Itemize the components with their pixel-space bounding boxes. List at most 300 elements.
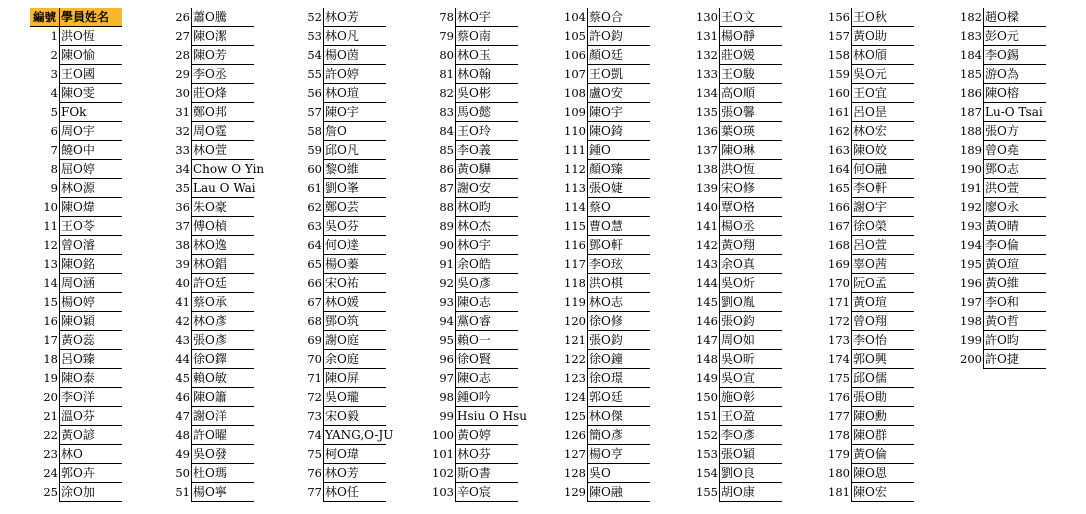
student-name: 林O宏 <box>852 122 914 141</box>
roster-row <box>30 160 162 179</box>
roster-row <box>558 445 690 464</box>
student-number: 14 <box>30 274 60 293</box>
roster-row <box>162 426 294 445</box>
student-number: 110 <box>558 122 588 141</box>
student-number: 142 <box>690 236 720 255</box>
student-name: 杜O瑪 <box>192 464 254 483</box>
roster-column <box>294 8 426 502</box>
student-name: 陳O泰 <box>60 369 122 388</box>
roster-row <box>690 236 822 255</box>
student-name: YANG,O-JU <box>324 426 386 445</box>
roster-row <box>558 407 690 426</box>
student-number: 63 <box>294 217 324 236</box>
student-number: 144 <box>690 274 720 293</box>
student-number: 16 <box>30 312 60 331</box>
roster-row <box>294 483 426 502</box>
student-number: 38 <box>162 236 192 255</box>
roster-row <box>558 27 690 46</box>
roster-row <box>558 236 690 255</box>
student-name: 林O逸 <box>192 236 254 255</box>
student-name: 吳O彥 <box>456 274 518 293</box>
student-number: 137 <box>690 141 720 160</box>
student-number: 198 <box>954 312 984 331</box>
student-number: 179 <box>822 445 852 464</box>
student-name: 鍾O <box>588 141 650 160</box>
roster-row <box>690 27 822 46</box>
student-number: 149 <box>690 369 720 388</box>
student-name: 林O宇 <box>456 236 518 255</box>
student-number: 33 <box>162 141 192 160</box>
roster-row <box>294 27 426 46</box>
student-number: 173 <box>822 331 852 350</box>
student-number: 11 <box>30 217 60 236</box>
student-name: 張O鈞 <box>720 312 782 331</box>
roster-row <box>822 331 954 350</box>
student-number: 54 <box>294 46 324 65</box>
roster-row <box>294 274 426 293</box>
student-number: 168 <box>822 236 852 255</box>
student-number: 2 <box>30 46 60 65</box>
student-name: 游O為 <box>984 65 1046 84</box>
student-number: 188 <box>954 122 984 141</box>
roster-row <box>162 179 294 198</box>
student-name: 陳O煒 <box>60 198 122 217</box>
student-name: 王O文 <box>720 8 782 27</box>
student-number: 191 <box>954 179 984 198</box>
student-number: 177 <box>822 407 852 426</box>
roster-row <box>558 255 690 274</box>
roster-row <box>426 179 558 198</box>
roster-row <box>30 217 162 236</box>
student-name: 邱O凡 <box>324 141 386 160</box>
student-name: 阮O孟 <box>852 274 914 293</box>
student-name: 黃O哲 <box>984 312 1046 331</box>
student-name: 王O秋 <box>852 8 914 27</box>
roster-row <box>558 388 690 407</box>
student-name: 李O丞 <box>192 65 254 84</box>
roster-row <box>558 141 690 160</box>
roster-column <box>690 8 822 502</box>
student-name: 呂O昰 <box>852 103 914 122</box>
student-name: 陳O榕 <box>984 84 1046 103</box>
student-number: 87 <box>426 179 456 198</box>
roster-row <box>162 160 294 179</box>
roster-row <box>426 426 558 445</box>
student-name: 陳O愉 <box>60 46 122 65</box>
roster-row <box>426 388 558 407</box>
student-name: 張O馨 <box>720 103 782 122</box>
roster-row <box>822 65 954 84</box>
student-number: 5 <box>30 103 60 122</box>
roster-row <box>822 407 954 426</box>
roster-row <box>822 312 954 331</box>
student-number: 47 <box>162 407 192 426</box>
student-number: 174 <box>822 350 852 369</box>
roster-row <box>690 103 822 122</box>
student-name: 趙O樑 <box>984 8 1046 27</box>
student-number: 156 <box>822 8 852 27</box>
student-name: 王O凱 <box>588 65 650 84</box>
roster-row <box>426 483 558 502</box>
student-name: 馬O懿 <box>456 103 518 122</box>
roster-row <box>30 274 162 293</box>
student-name: 顏O臻 <box>588 160 650 179</box>
roster-row <box>294 464 426 483</box>
student-number: 180 <box>822 464 852 483</box>
student-number: 128 <box>558 464 588 483</box>
roster-row <box>294 122 426 141</box>
student-number: 92 <box>426 274 456 293</box>
student-name: 張O彥 <box>192 331 254 350</box>
roster-row <box>822 217 954 236</box>
student-name: 林O杰 <box>456 217 518 236</box>
student-name: 陳O潔 <box>192 27 254 46</box>
roster-row <box>954 122 1086 141</box>
roster-row <box>30 426 162 445</box>
student-number: 119 <box>558 293 588 312</box>
student-number: 89 <box>426 217 456 236</box>
roster-row <box>30 331 162 350</box>
roster-row <box>162 407 294 426</box>
student-name: 吳O炘 <box>720 274 782 293</box>
roster-row <box>558 331 690 350</box>
student-name: 吳O宣 <box>720 369 782 388</box>
student-name: 李O義 <box>456 141 518 160</box>
student-number: 62 <box>294 198 324 217</box>
student-name: 辛O宸 <box>456 483 518 502</box>
student-number: 20 <box>30 388 60 407</box>
roster-row <box>954 350 1086 369</box>
roster-row <box>294 407 426 426</box>
student-number: 190 <box>954 160 984 179</box>
student-number: 53 <box>294 27 324 46</box>
roster-row <box>690 426 822 445</box>
student-number: 101 <box>426 445 456 464</box>
roster-row <box>822 122 954 141</box>
student-name: 覃O格 <box>720 198 782 217</box>
roster-row <box>690 445 822 464</box>
student-name: 林O芳 <box>324 464 386 483</box>
student-number: 157 <box>822 27 852 46</box>
student-name: 張O勛 <box>852 388 914 407</box>
student-name: 許O鈞 <box>588 27 650 46</box>
student-number: 72 <box>294 388 324 407</box>
student-number: 59 <box>294 141 324 160</box>
student-number: 165 <box>822 179 852 198</box>
roster-column <box>558 8 690 502</box>
student-name: 林O任 <box>324 483 386 502</box>
roster-row <box>30 103 162 122</box>
roster-row <box>822 445 954 464</box>
student-name: 吳O元 <box>852 65 914 84</box>
roster-row <box>30 122 162 141</box>
student-number: 21 <box>30 407 60 426</box>
student-number: 155 <box>690 483 720 502</box>
student-name: 林O彥 <box>192 312 254 331</box>
student-name: 施O彰 <box>720 388 782 407</box>
student-name: 蔡O承 <box>192 293 254 312</box>
student-number: 93 <box>426 293 456 312</box>
roster-row <box>162 8 294 27</box>
student-number: 88 <box>426 198 456 217</box>
roster-row <box>690 388 822 407</box>
student-name: 林O芬 <box>456 445 518 464</box>
roster-row <box>426 103 558 122</box>
student-number: 197 <box>954 293 984 312</box>
student-number: 170 <box>822 274 852 293</box>
roster-row <box>30 445 162 464</box>
student-number: 196 <box>954 274 984 293</box>
student-number: 121 <box>558 331 588 350</box>
student-name: 林O瑄 <box>324 84 386 103</box>
student-number: 81 <box>426 65 456 84</box>
roster-row <box>690 217 822 236</box>
student-number: 67 <box>294 293 324 312</box>
roster-row <box>690 483 822 502</box>
student-number: 18 <box>30 350 60 369</box>
roster-row <box>954 312 1086 331</box>
roster-column <box>162 8 294 502</box>
student-name: 蔡O <box>588 198 650 217</box>
roster-row <box>954 84 1086 103</box>
roster-row <box>162 122 294 141</box>
student-number: 192 <box>954 198 984 217</box>
roster-row <box>294 8 426 27</box>
roster-row <box>426 445 558 464</box>
student-number: 4 <box>30 84 60 103</box>
student-name: 楊O靜 <box>720 27 782 46</box>
roster-row <box>162 65 294 84</box>
roster-row <box>294 331 426 350</box>
student-name: 郭O卉 <box>60 464 122 483</box>
roster-row <box>30 141 162 160</box>
student-number: 36 <box>162 198 192 217</box>
student-number: 57 <box>294 103 324 122</box>
roster-row <box>558 369 690 388</box>
student-number: 145 <box>690 293 720 312</box>
roster-row <box>294 426 426 445</box>
student-number: 48 <box>162 426 192 445</box>
student-number: 146 <box>690 312 720 331</box>
roster-row <box>954 293 1086 312</box>
student-number: 24 <box>30 464 60 483</box>
student-name: 鄭O芸 <box>324 198 386 217</box>
roster-row <box>690 141 822 160</box>
student-name: 許O昀 <box>984 331 1046 350</box>
student-number: 117 <box>558 255 588 274</box>
student-name: 黃O諺 <box>60 426 122 445</box>
student-number: 124 <box>558 388 588 407</box>
student-number: 10 <box>30 198 60 217</box>
student-name: 楊O亨 <box>588 445 650 464</box>
roster-row <box>294 198 426 217</box>
roster-row <box>294 350 426 369</box>
student-name: 曾O堯 <box>984 141 1046 160</box>
roster-row <box>30 483 162 502</box>
student-name: 林O志 <box>588 293 650 312</box>
roster-row <box>954 198 1086 217</box>
roster-row <box>558 103 690 122</box>
student-name: 邱O儒 <box>852 369 914 388</box>
student-name: 陳O融 <box>588 483 650 502</box>
student-name: 洪O萱 <box>984 179 1046 198</box>
roster-row <box>426 8 558 27</box>
student-name: 陳O宇 <box>588 103 650 122</box>
roster-row <box>294 160 426 179</box>
student-name: 洪O恆 <box>720 160 782 179</box>
roster-column <box>426 8 558 502</box>
student-name: 黎O維 <box>324 160 386 179</box>
roster-row <box>162 483 294 502</box>
student-name: 蕭O騰 <box>192 8 254 27</box>
student-number: 25 <box>30 483 60 502</box>
roster-row <box>822 426 954 445</box>
roster-row <box>690 464 822 483</box>
student-number: 104 <box>558 8 588 27</box>
student-name: 徐O榮 <box>852 217 914 236</box>
roster-row <box>690 8 822 27</box>
student-name: 陳O琳 <box>720 141 782 160</box>
student-number: 154 <box>690 464 720 483</box>
roster-row <box>294 84 426 103</box>
roster-row <box>162 141 294 160</box>
roster-row <box>558 426 690 445</box>
student-name: 何O融 <box>852 160 914 179</box>
student-number: 61 <box>294 179 324 198</box>
roster-row <box>294 312 426 331</box>
student-number: 41 <box>162 293 192 312</box>
roster-row <box>294 255 426 274</box>
student-name: 傅O楨 <box>192 217 254 236</box>
student-name: 李O玹 <box>588 255 650 274</box>
student-number: 77 <box>294 483 324 502</box>
roster-row <box>822 464 954 483</box>
student-number: 22 <box>30 426 60 445</box>
student-number: 139 <box>690 179 720 198</box>
student-name: 徐O璟 <box>588 369 650 388</box>
student-number: 52 <box>294 8 324 27</box>
roster-row <box>162 27 294 46</box>
student-number: 150 <box>690 388 720 407</box>
roster-column <box>30 8 162 502</box>
student-name: 李O倫 <box>984 236 1046 255</box>
roster-row <box>30 350 162 369</box>
roster-row <box>822 84 954 103</box>
roster-row <box>822 483 954 502</box>
student-number: 102 <box>426 464 456 483</box>
student-number: 169 <box>822 255 852 274</box>
roster-row <box>162 84 294 103</box>
student-number: 162 <box>822 122 852 141</box>
student-name: 蔡O合 <box>588 8 650 27</box>
roster-row <box>558 483 690 502</box>
roster-row <box>426 198 558 217</box>
roster-row <box>162 369 294 388</box>
student-name: 陳O穎 <box>60 312 122 331</box>
roster-row <box>294 445 426 464</box>
student-name: 陳O銘 <box>60 255 122 274</box>
student-name: 李O軒 <box>852 179 914 198</box>
roster-row <box>690 46 822 65</box>
student-name: 李O和 <box>984 293 1046 312</box>
student-number: 66 <box>294 274 324 293</box>
student-name: 謝O宇 <box>852 198 914 217</box>
student-name: 李O洋 <box>60 388 122 407</box>
student-number: 74 <box>294 426 324 445</box>
student-name: 劉O峯 <box>324 179 386 198</box>
student-name: 莊O烽 <box>192 84 254 103</box>
student-name: 林O傑 <box>588 407 650 426</box>
student-name: 王O宜 <box>852 84 914 103</box>
roster-row <box>162 198 294 217</box>
student-number: 151 <box>690 407 720 426</box>
student-number: 99 <box>426 407 456 426</box>
student-number: 130 <box>690 8 720 27</box>
roster-row <box>954 141 1086 160</box>
student-name: 楊O婷 <box>60 293 122 312</box>
student-number: 136 <box>690 122 720 141</box>
roster-row <box>558 217 690 236</box>
student-number: 30 <box>162 84 192 103</box>
student-number: 193 <box>954 217 984 236</box>
roster-row <box>294 369 426 388</box>
student-name: 賴O敏 <box>192 369 254 388</box>
roster-row <box>690 407 822 426</box>
roster-row <box>690 331 822 350</box>
student-number: 181 <box>822 483 852 502</box>
student-name: 廖O永 <box>984 198 1046 217</box>
roster-row <box>162 388 294 407</box>
student-number: 186 <box>954 84 984 103</box>
roster-row <box>426 217 558 236</box>
student-number: 90 <box>426 236 456 255</box>
student-number: 152 <box>690 426 720 445</box>
student-number: 98 <box>426 388 456 407</box>
student-name: 林O源 <box>60 179 122 198</box>
student-name: 周O如 <box>720 331 782 350</box>
student-name: 陳O姣 <box>852 141 914 160</box>
roster-row <box>954 46 1086 65</box>
roster-row <box>558 179 690 198</box>
student-number: 125 <box>558 407 588 426</box>
student-number: 143 <box>690 255 720 274</box>
student-number: 147 <box>690 331 720 350</box>
student-number: 175 <box>822 369 852 388</box>
roster-row <box>162 255 294 274</box>
roster-row <box>162 46 294 65</box>
student-name: 莊O媛 <box>720 46 782 65</box>
student-number: 111 <box>558 141 588 160</box>
roster-row <box>426 84 558 103</box>
student-name: 黃O婷 <box>456 426 518 445</box>
roster-row <box>822 179 954 198</box>
roster-row <box>294 65 426 84</box>
student-name: Lu-O Tsai <box>984 103 1046 122</box>
student-name: 宋O祐 <box>324 274 386 293</box>
student-number: 82 <box>426 84 456 103</box>
student-name: 柯O瑋 <box>324 445 386 464</box>
student-name: 呂O臻 <box>60 350 122 369</box>
student-name: 陳O屏 <box>324 369 386 388</box>
roster-row <box>294 388 426 407</box>
roster-row <box>558 312 690 331</box>
student-number: 31 <box>162 103 192 122</box>
roster-row <box>426 369 558 388</box>
student-number: 8 <box>30 160 60 179</box>
student-name: 胡O康 <box>720 483 782 502</box>
roster-row <box>954 179 1086 198</box>
roster-row <box>426 122 558 141</box>
